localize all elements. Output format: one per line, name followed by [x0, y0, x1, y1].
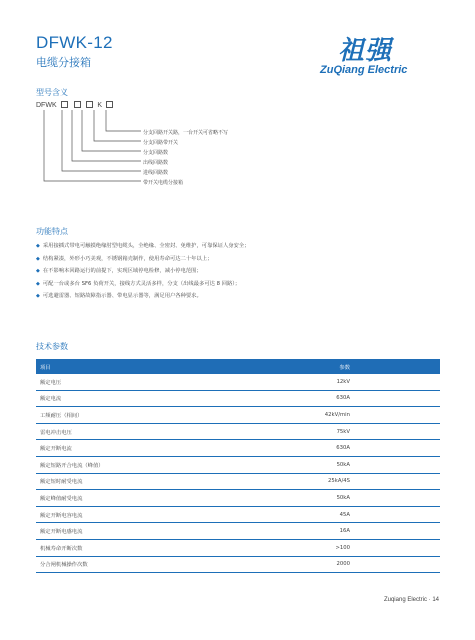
- table-row: [36, 556, 440, 573]
- param-name: 额定短时耐受电流: [36, 473, 188, 490]
- page-footer: Zuqiang Electric · 14: [383, 597, 439, 603]
- table-row: [36, 423, 440, 440]
- param-value: 16A: [188, 523, 440, 540]
- param-value: 50kA: [188, 490, 440, 507]
- table-row: [36, 490, 440, 507]
- table-header-row: [36, 359, 440, 374]
- param-name: 额定开断电容电流: [36, 506, 188, 523]
- table-row: [36, 473, 440, 490]
- param-value: 42kV/min: [188, 407, 440, 424]
- feature-item: ◆ 可选避雷器、短路故障指示器、带电显示器等，满足用户各种要求。: [36, 293, 202, 299]
- param-value: 12kV: [188, 374, 440, 390]
- column-header-item: 项目: [36, 359, 188, 374]
- model-legend: [143, 128, 228, 188]
- legend-item: 分支回路开关路，一台开关可省略不写: [143, 130, 229, 136]
- company-logo: [320, 30, 442, 82]
- diamond-bullet-icon: ◆: [36, 243, 40, 249]
- feature-item: ◆ 采用接插式带电可触摸绝缘肘型电缆头，全绝缘、全密封、免维护，可靠保证人身安全；: [36, 243, 250, 249]
- diamond-bullet-icon: ◆: [36, 293, 40, 299]
- param-name: 额定峰值耐受电流: [36, 490, 188, 507]
- table-row: [36, 407, 440, 424]
- model-code-k: K: [97, 102, 103, 109]
- table-row: [36, 374, 440, 390]
- diamond-bullet-icon: ◆: [36, 255, 40, 262]
- legend-item: 带开关电缆分接箱: [143, 180, 184, 186]
- param-name: 机械寿命开断次数: [36, 539, 188, 556]
- params-section-heading: 技术参数: [36, 342, 68, 351]
- legend-item: 分支回路数: [143, 150, 169, 156]
- features-section-heading: 功能特点: [36, 227, 68, 236]
- param-value: 50kA: [188, 456, 440, 473]
- param-value: 630A: [188, 440, 440, 457]
- logo-english-text: ZuQiang Electric: [320, 64, 408, 76]
- param-name: 额定电流: [36, 390, 188, 407]
- legend-item: 出线回路数: [143, 160, 169, 166]
- param-name: 额定开断电流: [36, 440, 188, 457]
- param-value: >100: [188, 539, 440, 556]
- param-value: 25kA/4S: [188, 473, 440, 490]
- param-name: 工频耐压（相间）: [36, 407, 188, 424]
- model-code-prefix: DFWK: [36, 102, 57, 109]
- legend-item: 进线回路数: [143, 170, 169, 176]
- param-name: 额定电压: [36, 374, 188, 390]
- param-name: 额定开断电感电流: [36, 523, 188, 540]
- column-header-value: 参数: [188, 359, 440, 374]
- page-title: DFWK-12: [36, 33, 113, 52]
- table-row: [36, 440, 440, 457]
- feature-item: ◆ 在不影响本回路运行的前提下，实现区域停电检修，减小停电范围；: [36, 268, 202, 274]
- parameters-table: [36, 359, 440, 573]
- diamond-bullet-icon: ◆: [36, 280, 40, 287]
- param-value: 630A: [188, 390, 440, 407]
- param-name: 分合闸机械操作次数: [36, 556, 188, 573]
- table-row: [36, 523, 440, 540]
- features-list: [36, 240, 249, 303]
- legend-item: 分支回路带开关: [143, 140, 179, 146]
- table-row: [36, 390, 440, 407]
- logo-chinese-text: 祖强: [338, 36, 393, 66]
- param-value: 45A: [188, 506, 440, 523]
- diamond-bullet-icon: ◆: [36, 268, 40, 274]
- model-connector-lines: [36, 101, 146, 191]
- page-subtitle: 电缆分接箱: [36, 56, 91, 69]
- param-value: 75kV: [188, 423, 440, 440]
- feature-item: ◆ 结构紧凑，外形小巧美观，不锈钢箱壳制作，使用寿命可达二十年以上；: [36, 255, 213, 262]
- param-name: 雷电冲击电压: [36, 423, 188, 440]
- table-row: [36, 506, 440, 523]
- model-code-diagram: [36, 101, 336, 191]
- param-value: 2000: [188, 556, 440, 573]
- model-section-heading: 型号含义: [36, 88, 68, 97]
- feature-item: ◆ 可配一台或多台 SF6 负荷开关，接线方式灵活多样，分支（出线最多可达 8 回路）；: [36, 280, 241, 287]
- param-name: 额定短路开合电流（峰值）: [36, 456, 188, 473]
- table-row: [36, 539, 440, 556]
- table-row: [36, 456, 440, 473]
